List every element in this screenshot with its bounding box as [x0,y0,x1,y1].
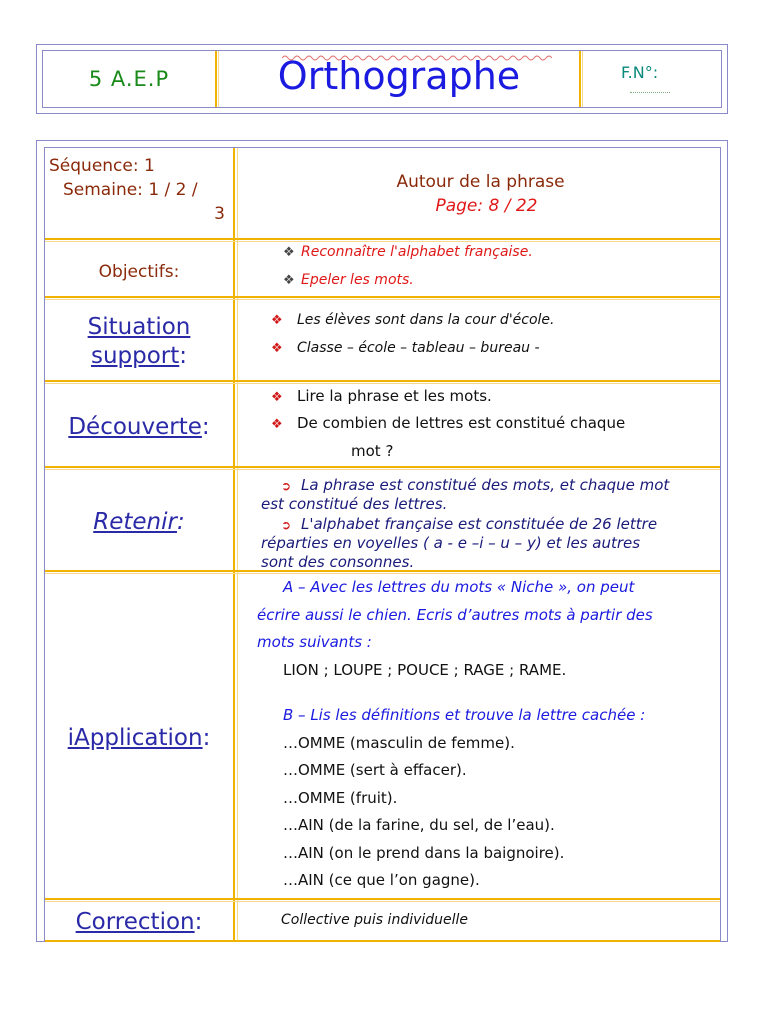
correction-text: Collective puis individuelle [281,912,469,928]
lesson-table [36,140,728,942]
diamond-bullet-icon: ❖ [271,341,283,356]
decouverte-colon: : [201,413,210,440]
situation-text: Les élèves sont dans la cour d'école. [297,312,555,328]
situation-label-line1: Situation [87,314,191,340]
retenir-text: L'alphabet française est constituée de 26 lettre [301,515,658,533]
situation-text: Classe – école – tableau – bureau - [297,340,540,356]
exercise-b-text: B – Lis les définitions et trouve la lettre cachée : [283,706,646,724]
decouverte-item [271,382,492,412]
diamond-bullet-icon: ❖ [283,273,295,288]
decouverte-item [271,409,625,439]
application-label-text: iApplication [67,724,203,751]
row-separator [45,898,720,902]
level-label: 5 A.E.P [88,67,170,91]
decouverte-label-text: Découverte [68,413,202,440]
objectifs-label-text: Objectifs [98,262,174,282]
diamond-bullet-icon: ❖ [271,313,283,328]
retenir-label [45,472,233,572]
exercise-a-text: mots suivants : [257,633,372,651]
definition-item: …AIN (ce que l’on gagne). [283,871,480,889]
exercise-a-text: A – Avec les lettres du mots « Niche », on peut [283,578,635,596]
objectif-text: Reconnaître l'alphabet française. [301,244,533,260]
situation-label [45,302,233,382]
correction-colon: : [194,908,203,935]
application-label [45,576,233,900]
week-number: Semaine: 1 / 2 / [63,180,198,200]
decouverte-text-cont: mot ? [351,442,394,460]
retenir-text: La phrase est constitué des mots, et chaque mot [301,476,670,494]
retenir-text: est constitué des lettres. [261,495,448,513]
arrow-bullet-icon: ➲ [281,518,292,532]
sequence-info [49,154,229,226]
objectif-text: Epeler les mots. [301,272,414,288]
week-number-cont: 3 [214,204,225,224]
decouverte-label [45,386,233,468]
retenir-para [281,515,657,535]
row-separator [45,238,720,242]
column-separator [233,148,238,941]
arrow-bullet-icon: ➲ [281,479,292,493]
retenir-text: sont des consonnes. [261,553,415,571]
fn-label: F.N°: [621,63,659,82]
lesson-table-inner [44,147,721,941]
diamond-bullet-icon: ❖ [271,390,283,405]
header-separator [579,51,583,107]
diamond-bullet-icon: ❖ [283,245,295,260]
row-separator [45,466,720,470]
objectif-item [283,272,414,288]
objectifs-label [45,244,233,300]
definition-item: …AIN (on le prend dans la baignoire). [283,843,565,862]
spellcheck-squiggle [282,54,552,62]
theme-cell [241,170,720,218]
theme-title: Autour de la phrase [396,172,565,192]
application-colon: : [202,724,211,751]
definition-item: …AIN (de la farine, du sel, de l’eau). [283,816,555,834]
decouverte-text: De combien de lettres est constitué chaque [297,414,626,432]
row-separator [45,940,720,945]
definition-item: …OMME (masculin de femme). [283,733,515,752]
situation-colon: : [179,343,188,369]
retenir-para [281,476,669,496]
page-title: Orthographe [277,54,521,98]
decouverte-text: Lire la phrase et les mots. [297,387,492,405]
correction-label [45,904,233,940]
row-separator [45,296,720,300]
retenir-text: réparties en voyelles ( a - e –i – u – y) et les autres [261,534,641,552]
correction-label-text: Correction [75,908,195,935]
situation-item [271,340,540,356]
word-list: LION ; LOUPE ; POUCE ; RAGE ; RAME. [283,660,567,679]
exercise-a-text: écrire aussi le chien. Ecris d’autres mots à partir des [257,605,653,624]
definition-item: …OMME (sert à effacer). [283,761,467,779]
page-number: Page: 8 / 22 [435,196,538,216]
diamond-bullet-icon: ❖ [271,417,283,432]
fn-dotted-line [630,92,670,93]
sequence-number: Séquence: 1 [49,156,155,176]
definition-item: …OMME (fruit). [283,788,398,807]
objectifs-colon: : [173,262,180,282]
situation-label-line2: support [90,343,180,369]
retenir-colon: : [176,508,185,535]
objectif-item [283,244,533,260]
retenir-label-text: Retenir [93,508,177,535]
situation-item [271,312,555,328]
level-cell [43,51,215,107]
